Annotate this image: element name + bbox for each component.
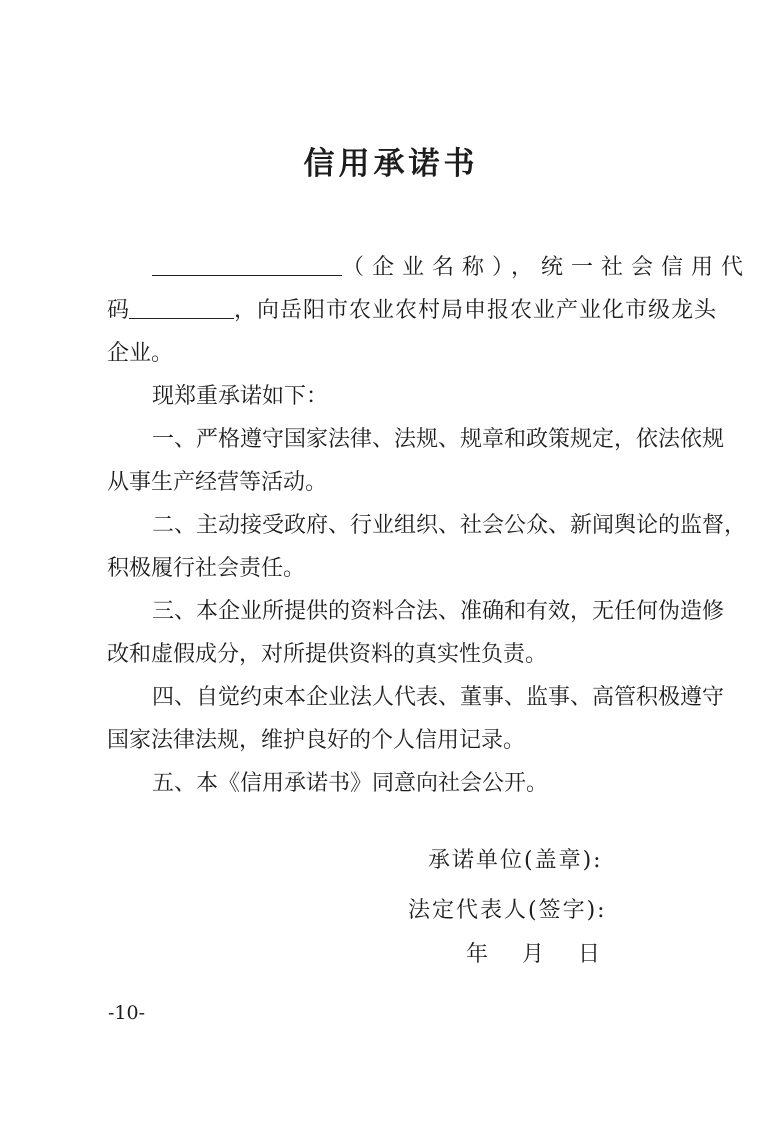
item-4-line-2: 国家法律法规，维护良好的个人信用记录。 — [107, 728, 526, 753]
credit-code-blank — [129, 296, 234, 319]
sign-representative: 法定代表人(签字): — [408, 898, 607, 923]
item-4-line-1: 四、自觉约束本企业法人代表、董事、监事、高管积极遵守 — [152, 685, 725, 710]
document-title: 信用承诺书 — [303, 146, 479, 182]
sign-unit: 承诺单位(盖章): — [428, 848, 603, 873]
intro-line-2 — [107, 296, 717, 326]
intro-line-1-text: （企业名称），统一社会信用代 — [342, 255, 752, 280]
item-3-line-1: 三、本企业所提供的资料合法、准确和有效，无任何伪造修 — [152, 599, 725, 624]
intro-line-3: 企业。 — [107, 341, 174, 366]
item-2-line-2: 积极履行社会责任。 — [107, 556, 306, 581]
item-1-line-2: 从事生产经营等活动。 — [107, 470, 328, 495]
item-1-line-1: 一、严格遵守国家法律、法规、规章和政策规定，依法依规 — [152, 427, 725, 452]
item-3-line-2: 改和虚假成分，对所提供资料的真实性负责。 — [107, 642, 548, 667]
sign-date: 年 月 日 — [466, 942, 607, 967]
item-2-line-1: 二、主动接受政府、行业组织、社会公众、新闻舆论的监督， — [152, 513, 747, 538]
intro-line-2-text: ，向岳阳市农业农村局申报农业产业化市级龙头 — [234, 298, 718, 323]
lead-text: 现郑重承诺如下： — [152, 384, 329, 409]
company-name-blank — [152, 253, 342, 276]
intro-line-1 — [152, 253, 751, 283]
page-number: -10- — [108, 1002, 146, 1024]
intro-line-2-prefix: 码 — [107, 298, 130, 323]
item-5-line-1: 五、本《信用承诺书》同意向社会公开。 — [152, 771, 549, 796]
